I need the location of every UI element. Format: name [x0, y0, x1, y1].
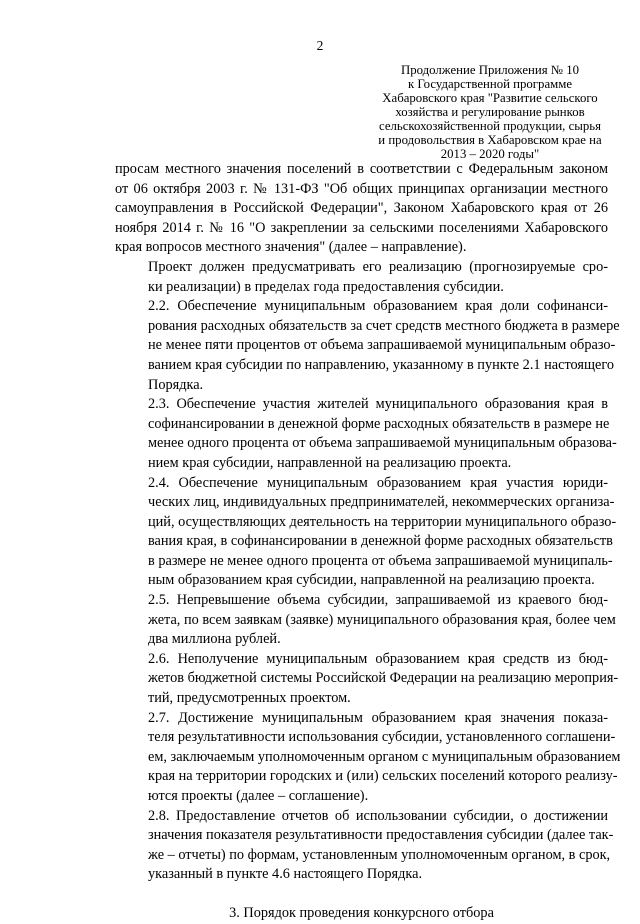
- text-line: 2.7. Достижение муниципальным образованием края значения показа-: [148, 709, 608, 726]
- header-line: 2013 – 2020 годы": [440, 147, 540, 161]
- appendix-header: [368, 63, 612, 161]
- header-line: к Государственной программе: [407, 77, 572, 91]
- text-line: указанный в пункте 4.6 настоящего Порядка.: [148, 866, 423, 883]
- text-line: 2.4. Обеспечение муниципальным образованием края участия юриди-: [148, 474, 608, 491]
- text-line: 2.6. Неполучение муниципальным образованием края средств из бюд-: [148, 650, 608, 667]
- paragraph-legal-basis: [115, 160, 608, 258]
- text-line: самоуправления в Российской Федерации", Законом Хабаровского края от 26: [115, 200, 608, 217]
- text-line: 2.5. Непревышение объема субсидии, запрашиваемой из краевого бюд-: [148, 592, 608, 609]
- text-line: же – отчеты) по формам, установленным уполномоченным органом, в срок,: [148, 846, 611, 863]
- text-line: ций, осуществляющих деятельность на территории муниципального образо-: [148, 513, 617, 530]
- header-line: сельскохозяйственной продукции, сырья: [379, 119, 601, 133]
- text-line: не менее пяти процентов от объема запрашиваемой муниципальным образо-: [148, 337, 616, 354]
- header-line: Продолжение Приложения № 10: [400, 63, 580, 77]
- document-body: [115, 160, 621, 924]
- paragraph-2-4: [115, 474, 617, 592]
- text-line: ются проекты (далее – соглашение).: [148, 788, 369, 804]
- paragraph-project-terms: [115, 258, 608, 297]
- paragraph-2-8: [115, 807, 614, 885]
- text-line: менее одного процента от объема запрашиваемой муниципальным образова-: [148, 435, 617, 452]
- section-heading: 3. Порядок проведения конкурсного отбора: [229, 904, 494, 921]
- text-line: ным образованием края субсидии, направленной на реализацию проекта.: [148, 572, 595, 589]
- text-line: 2.8. Предоставление отчетов об использовании субсидии, о достижении: [148, 807, 608, 824]
- text-line: 2.2. Обеспечение муниципальным образованием края доли софинанси-: [148, 298, 608, 315]
- text-line: теля результативности использования субсидии, установленного соглашени-: [148, 729, 616, 746]
- text-line: тий, предусмотренных проектом.: [148, 690, 351, 707]
- text-line: рования расходных обязательств за счет средств местного бюджета в размере: [148, 317, 620, 334]
- text-line: жетов бюджетной системы Российской Федерации на реализацию мероприя-: [148, 670, 619, 687]
- text-line: нием края субсидии, направленной на реализацию проекта.: [148, 454, 512, 471]
- paragraph-2-3: [115, 395, 617, 473]
- text-line: 2.3. Обеспечение участия жителей муниципального образования края в: [148, 396, 608, 413]
- text-line: от 06 октября 2003 г. № 131-ФЗ "Об общих принципах организации местного: [115, 180, 608, 197]
- page-number: 2: [316, 38, 324, 53]
- paragraph-2-2: [115, 297, 620, 395]
- header-line: Хабаровского края "Развитие сельского: [382, 91, 598, 105]
- paragraph-2-5: [115, 591, 616, 650]
- text-line: софинансировании в денежной форме расходных обязательств в размере не: [148, 415, 610, 432]
- text-line: ем, заключаемым уполномоченным органом с муниципальным образованием: [148, 748, 621, 765]
- text-line: края на территории городских и (или) сельских поселений которого реализу-: [148, 768, 618, 785]
- text-line: ноября 2014 г. № 16 "О закреплении за сельскими поселениями Хабаровского: [115, 219, 608, 236]
- text-line: два миллиона рублей.: [148, 631, 281, 648]
- text-line: Порядка.: [148, 376, 204, 393]
- paragraph-2-7: [115, 709, 621, 807]
- text-line: ки реализации) в пределах года предоставления субсидии.: [148, 278, 504, 295]
- text-line: края вопросов местного значения" (далее – направление).: [115, 239, 467, 256]
- text-line: ванием края субсидии по направлению, указанному в пункте 2.1 настоящего: [148, 356, 614, 373]
- text-line: вания края, в софинансировании в денежной форме расходных обязательств: [148, 533, 613, 550]
- header-line: и продовольствия в Хабаровском крае на: [378, 133, 602, 147]
- header-line: хозяйства и регулирование рынков: [395, 105, 585, 119]
- text-line: ческих лиц, индивидуальных предпринимателей, некоммерческих организа-: [148, 494, 615, 511]
- text-line: просам местного значения поселений в соответствии с Федеральным законом: [115, 161, 608, 177]
- text-line: жета, по всем заявкам (заявке) муниципального образования края, более чем: [148, 611, 616, 628]
- text-line: значения показателя результативности предоставления субсидии (далее так-: [148, 827, 614, 844]
- text-line: Проект должен предусматривать его реализацию (прогнозируемые сро-: [148, 258, 608, 275]
- paragraph-2-6: [115, 650, 619, 709]
- text-line: в размере не менее одного процента от объема запрашиваемой муниципаль-: [148, 552, 613, 569]
